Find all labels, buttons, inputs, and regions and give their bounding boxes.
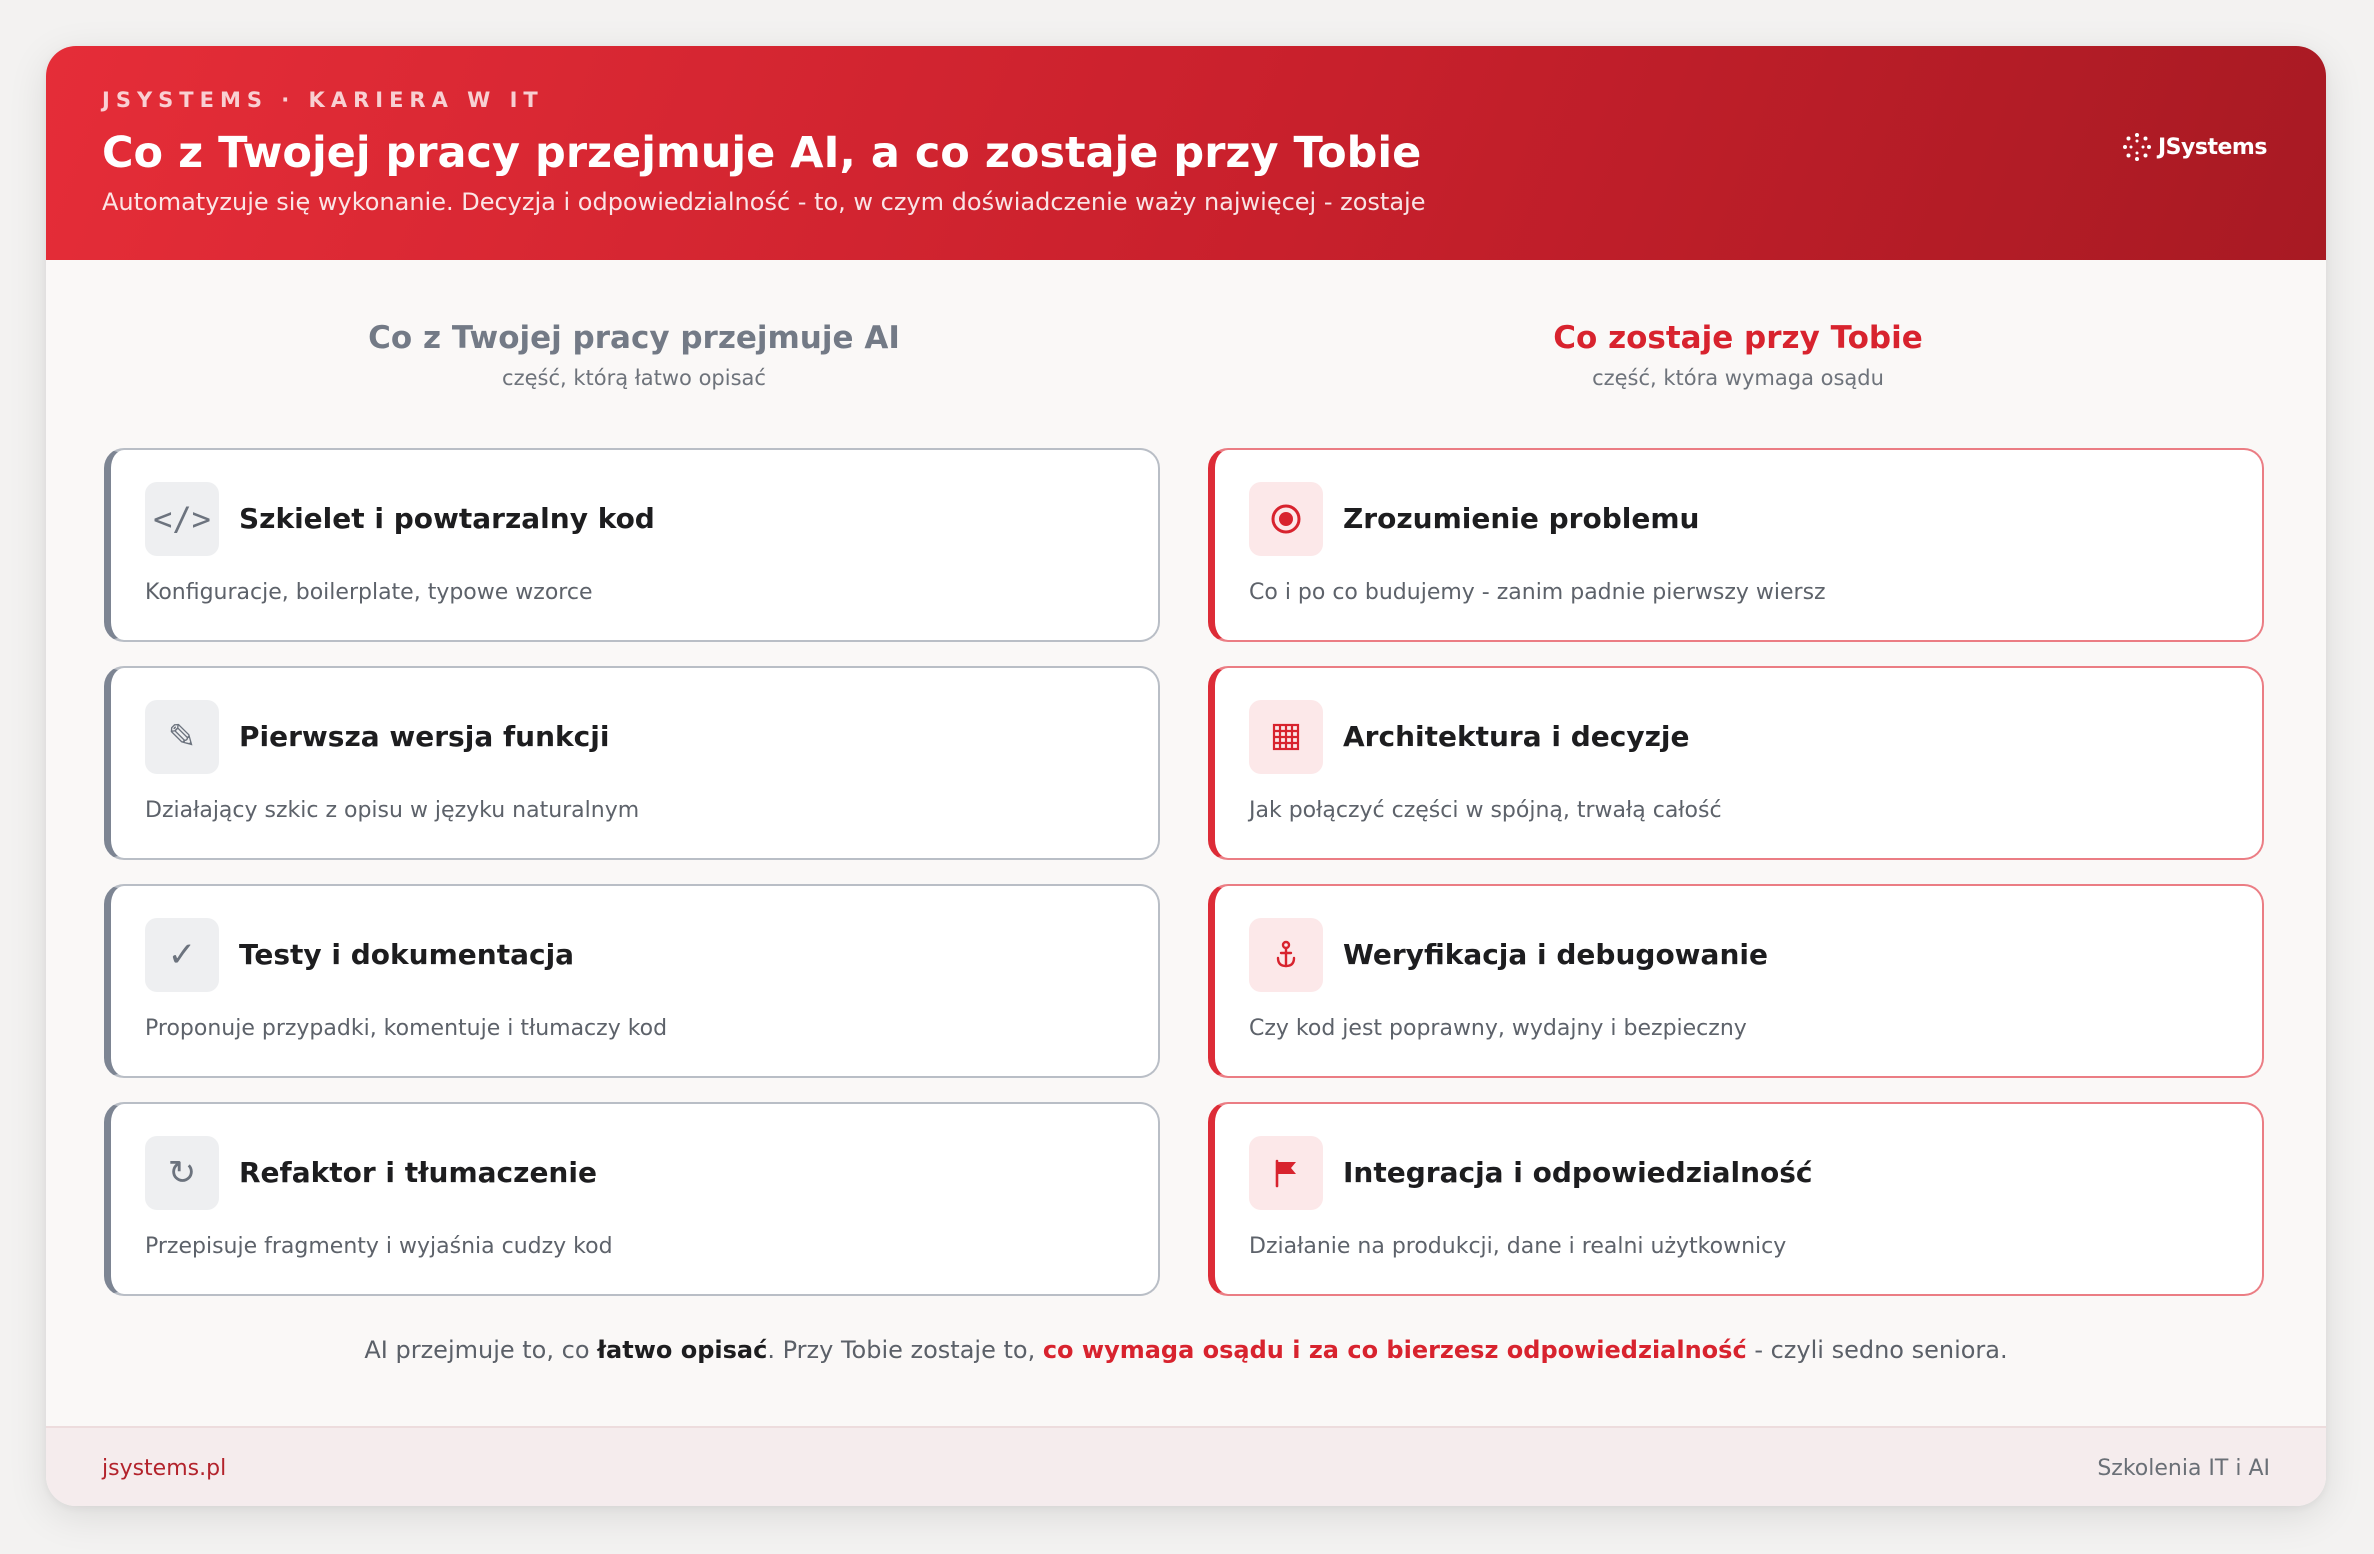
flag-icon — [1249, 1136, 1323, 1210]
card-title: Pierwsza wersja funkcji — [239, 720, 610, 753]
left-column-header — [106, 320, 1162, 390]
target-icon — [1249, 482, 1323, 556]
card-title: Testy i dokumentacja — [239, 938, 575, 971]
summary-line — [46, 1336, 2326, 1364]
check-icon: ✓ — [145, 918, 219, 992]
page-subtitle: Automatyzuje się wykonanie. Decyzja i odpowiedzialność - to, w czym doświadczenie waży najwięcej - zostaje — [102, 188, 1426, 216]
code-icon: </> — [145, 482, 219, 556]
left-column-title: Co z Twojej pracy przejmuje AI — [368, 320, 900, 356]
card-title: Zrozumienie problemu — [1343, 502, 1700, 535]
grid-icon — [1249, 700, 1323, 774]
jsystems-logo — [2122, 132, 2267, 162]
summary-emphasis: łatwo opisać — [597, 1336, 768, 1364]
left-column-subtitle: część, którą łatwo opisać — [502, 366, 766, 390]
ai-task-card — [104, 666, 1160, 860]
footer-tagline: Szkolenia IT i AI — [2097, 1456, 2270, 1481]
summary-text: - czyli sedno seniora. — [1746, 1336, 2008, 1364]
logo-text: JSystems — [2158, 134, 2267, 160]
summary-text: . Przy Tobie zostaje to, — [767, 1336, 1043, 1364]
card-title: Refaktor i tłumaczenie — [239, 1156, 597, 1189]
card-description: Działanie na produkcji, dane i realni użytkownicy — [1249, 1234, 1787, 1259]
refresh-icon: ↻ — [145, 1136, 219, 1210]
right-column-title: Co zostaje przy Tobie — [1553, 320, 1923, 356]
human-task-card — [1208, 448, 2264, 642]
ai-task-card — [104, 1102, 1160, 1296]
pencil-icon: ✎ — [145, 700, 219, 774]
card-title: Architektura i decyzje — [1343, 720, 1690, 753]
human-task-card — [1208, 666, 2264, 860]
ai-task-card — [104, 448, 1160, 642]
card-description: Jak połączyć części w spójną, trwałą całość — [1249, 798, 1722, 823]
card-description: Przepisuje fragmenty i wyjaśnia cudzy kod — [145, 1234, 613, 1259]
footer-site-link[interactable]: jsystems.pl — [102, 1456, 227, 1481]
human-task-card — [1208, 884, 2264, 1078]
card-description: Konfiguracje, boilerplate, typowe wzorce — [145, 580, 593, 605]
header-banner — [46, 46, 2326, 260]
anchor-icon — [1249, 918, 1323, 992]
card-description: Proponuje przypadki, komentuje i tłumaczy kod — [145, 1016, 668, 1041]
right-column-subtitle: część, która wymaga osądu — [1592, 366, 1884, 390]
card-description: Co i po co budujemy - zanim padnie pierwszy wiersz — [1249, 580, 1826, 605]
human-task-card — [1208, 1102, 2264, 1296]
logo-mark-icon — [2122, 132, 2152, 162]
footer — [46, 1426, 2326, 1506]
card-title: Integracja i odpowiedzialność — [1343, 1156, 1813, 1189]
page-title: Co z Twojej pracy przejmuje AI, a co zostaje przy Tobie — [102, 128, 1422, 178]
card-title: Weryfikacja i debugowanie — [1343, 938, 1768, 971]
card-description: Działający szkic z opisu w języku naturalnym — [145, 798, 640, 823]
card-title: Szkielet i powtarzalny kod — [239, 502, 655, 535]
right-column-header — [1210, 320, 2266, 390]
summary-text: AI przejmuje to, co — [364, 1336, 598, 1364]
summary-emphasis-red: co wymaga osądu i za co bierzesz odpowiedzialność — [1042, 1336, 1747, 1364]
infographic-card — [46, 46, 2326, 1506]
header-kicker: JSYSTEMS · KARIERA W IT — [102, 88, 544, 112]
card-description: Czy kod jest poprawny, wydajny i bezpieczny — [1249, 1016, 1747, 1041]
ai-task-card — [104, 884, 1160, 1078]
